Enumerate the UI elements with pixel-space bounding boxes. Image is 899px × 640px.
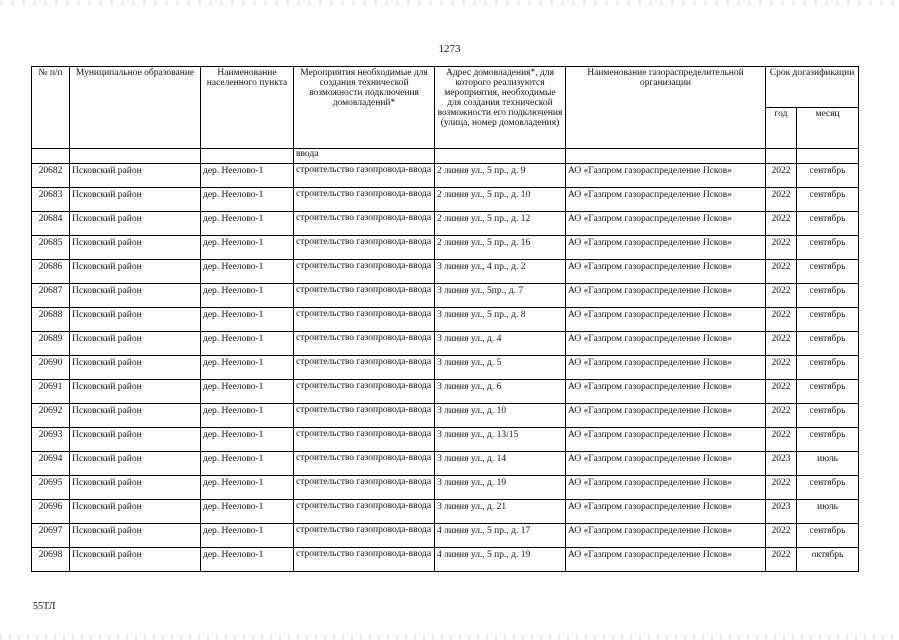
cell-organization: АО «Газпром газораспределение Псков» <box>566 308 766 332</box>
cell-organization: АО «Газпром газораспределение Псков» <box>566 260 766 284</box>
cell-address: 3 линия ул., 4 пр., д. 2 <box>435 260 566 284</box>
cell-settlement: дер. Неелово-1 <box>201 452 294 476</box>
cell-year: 2022 <box>766 332 797 356</box>
header-organization: Наименование газораспределительной организации <box>566 67 766 149</box>
cell-address: 3 линия ул., д. 5 <box>435 356 566 380</box>
cell-num: 20697 <box>32 524 70 548</box>
cell-measure: строительство газопровода-ввода <box>294 236 435 260</box>
cell-measure: строительство газопровода-ввода <box>294 332 435 356</box>
cell-num: 20684 <box>32 212 70 236</box>
header-month: месяц <box>797 108 859 149</box>
cell-organization: АО «Газпром газораспределение Псков» <box>566 188 766 212</box>
table-row <box>32 548 859 572</box>
cell-month: сентябрь <box>797 332 859 356</box>
table-row <box>32 452 859 476</box>
gasification-table <box>31 66 859 572</box>
cell-municipality: Псковский район <box>70 164 201 188</box>
cell-organization: АО «Газпром газораспределение Псков» <box>566 284 766 308</box>
cell-address: 2 линия ул., 5 пр., д. 9 <box>435 164 566 188</box>
cell-month: сентябрь <box>797 284 859 308</box>
cell-organization: АО «Газпром газораспределение Псков» <box>566 476 766 500</box>
cell-address: 3 линия ул., д. 14 <box>435 452 566 476</box>
cell-address: 3 линия ул., д. 21 <box>435 500 566 524</box>
cell-municipality: Псковский район <box>70 188 201 212</box>
cell-year: 2022 <box>766 380 797 404</box>
continuation-row <box>32 149 859 164</box>
table-row <box>32 524 859 548</box>
cell-address: 3 линия ул., д. 6 <box>435 380 566 404</box>
scan-artifact-top <box>0 0 899 6</box>
cell-organization: АО «Газпром газораспределение Псков» <box>566 356 766 380</box>
cell-organization: АО «Газпром газораспределение Псков» <box>566 380 766 404</box>
cell-year: 2023 <box>766 452 797 476</box>
cell-num: 20686 <box>32 260 70 284</box>
cell-settlement: дер. Неелово-1 <box>201 404 294 428</box>
cell-num: 20693 <box>32 428 70 452</box>
cell-organization: АО «Газпром газораспределение Псков» <box>566 212 766 236</box>
cell-month: сентябрь <box>797 524 859 548</box>
table-row <box>32 236 859 260</box>
cell-municipality: Псковский район <box>70 404 201 428</box>
cell-measure: строительство газопровода-ввода <box>294 380 435 404</box>
cell-year: 2022 <box>766 284 797 308</box>
cell-organization: АО «Газпром газораспределение Псков» <box>566 524 766 548</box>
cell-num: 20683 <box>32 188 70 212</box>
cell-month: сентябрь <box>797 380 859 404</box>
cell-address: 3 линия ул., д. 13/15 <box>435 428 566 452</box>
cell-address: 3 линия ул., д. 4 <box>435 332 566 356</box>
cell-measure: строительство газопровода-ввода <box>294 404 435 428</box>
cell-settlement: дер. Неелово-1 <box>201 332 294 356</box>
cell-settlement: дер. Неелово-1 <box>201 356 294 380</box>
footer-code: 55ТЛ <box>33 601 56 612</box>
cell-settlement: дер. Неелово-1 <box>201 308 294 332</box>
cell-num: 20694 <box>32 452 70 476</box>
table-row <box>32 164 859 188</box>
cell-year: 2022 <box>766 164 797 188</box>
cell-month: сентябрь <box>797 308 859 332</box>
header-num: № п/п <box>32 67 70 149</box>
header-address: Адрес домовладения*, для которого реализуются мероприятия, необходимые для создания технической возможности его подключения (улица, номер домовладения) <box>435 67 566 149</box>
cell-municipality: Псковский район <box>70 308 201 332</box>
header-settlement: Наименование населенного пункта <box>201 67 294 149</box>
cell-year: 2022 <box>766 212 797 236</box>
cell-month: октябрь <box>797 548 859 572</box>
cell-settlement: дер. Неелово-1 <box>201 236 294 260</box>
cell-settlement: дер. Неелово-1 <box>201 188 294 212</box>
table-row <box>32 260 859 284</box>
cell-num: 20688 <box>32 308 70 332</box>
cell-address: 3 линия ул., д. 19 <box>435 476 566 500</box>
cell-measure: строительство газопровода-ввода <box>294 548 435 572</box>
cell-settlement: дер. Неелово-1 <box>201 524 294 548</box>
cell-measure: строительство газопровода-ввода <box>294 476 435 500</box>
cell-measure: строительство газопровода-ввода <box>294 212 435 236</box>
cell-measure: строительство газопровода-ввода <box>294 260 435 284</box>
cell-num: 20690 <box>32 356 70 380</box>
cell-num: 20696 <box>32 500 70 524</box>
cell-municipality: Псковский район <box>70 380 201 404</box>
cell-municipality: Псковский район <box>70 452 201 476</box>
page-number: 1273 <box>438 43 461 55</box>
cell-year: 2022 <box>766 188 797 212</box>
cell-month: июль <box>797 500 859 524</box>
continuation-text: ввода <box>294 149 435 164</box>
cell-num: 20692 <box>32 404 70 428</box>
cell-measure: строительство газопровода-ввода <box>294 308 435 332</box>
table-row <box>32 188 859 212</box>
cell-address: 4 линия ул., 5 пр., д. 17 <box>435 524 566 548</box>
cell-month: сентябрь <box>797 404 859 428</box>
table-row <box>32 332 859 356</box>
cell-municipality: Псковский район <box>70 332 201 356</box>
cell-municipality: Псковский район <box>70 548 201 572</box>
cell-address: 3 линия ул., 5пр., д. 7 <box>435 284 566 308</box>
cell-settlement: дер. Неелово-1 <box>201 380 294 404</box>
cell-municipality: Псковский район <box>70 236 201 260</box>
cell-measure: строительство газопровода-ввода <box>294 356 435 380</box>
cell-month: июль <box>797 452 859 476</box>
cell-num: 20689 <box>32 332 70 356</box>
cell-address: 2 линия ул., 5 пр., д. 12 <box>435 212 566 236</box>
cell-municipality: Псковский район <box>70 260 201 284</box>
cell-municipality: Псковский район <box>70 428 201 452</box>
table-row <box>32 428 859 452</box>
cell-measure: строительство газопровода-ввода <box>294 452 435 476</box>
table-row <box>32 356 859 380</box>
cell-num: 20685 <box>32 236 70 260</box>
cell-year: 2022 <box>766 548 797 572</box>
cell-month: сентябрь <box>797 260 859 284</box>
table-row <box>32 284 859 308</box>
cell-organization: АО «Газпром газораспределение Псков» <box>566 236 766 260</box>
cell-num: 20695 <box>32 476 70 500</box>
cell-settlement: дер. Неелово-1 <box>201 548 294 572</box>
cell-measure: строительство газопровода-ввода <box>294 500 435 524</box>
cell-organization: АО «Газпром газораспределение Псков» <box>566 500 766 524</box>
cell-num: 20682 <box>32 164 70 188</box>
cell-year: 2022 <box>766 476 797 500</box>
cell-organization: АО «Газпром газораспределение Псков» <box>566 548 766 572</box>
table-row <box>32 380 859 404</box>
table-row <box>32 476 859 500</box>
cell-year: 2022 <box>766 428 797 452</box>
cell-settlement: дер. Неелово-1 <box>201 428 294 452</box>
cell-address: 4 линия ул., 5 пр., д. 19 <box>435 548 566 572</box>
cell-measure: строительство газопровода-ввода <box>294 428 435 452</box>
cell-address: 3 линия ул., 5 пр., д. 8 <box>435 308 566 332</box>
cell-year: 2023 <box>766 500 797 524</box>
cell-measure: строительство газопровода-ввода <box>294 164 435 188</box>
cell-municipality: Псковский район <box>70 212 201 236</box>
cell-address: 3 линия ул., д. 10 <box>435 404 566 428</box>
cell-organization: АО «Газпром газораспределение Псков» <box>566 332 766 356</box>
scan-artifact-bottom <box>0 634 899 640</box>
cell-organization: АО «Газпром газораспределение Псков» <box>566 428 766 452</box>
cell-municipality: Псковский район <box>70 284 201 308</box>
cell-address: 2 линия ул., 5 пр., д. 10 <box>435 188 566 212</box>
cell-num: 20691 <box>32 380 70 404</box>
cell-municipality: Псковский район <box>70 356 201 380</box>
cell-measure: строительство газопровода-ввода <box>294 188 435 212</box>
cell-year: 2022 <box>766 308 797 332</box>
header-municipality: Муниципальное образование <box>70 67 201 149</box>
cell-year: 2022 <box>766 404 797 428</box>
header-measures: Мероприятия необходимые для создания технической возможности подключения домовладений* <box>294 67 435 149</box>
table-row <box>32 500 859 524</box>
table-row <box>32 212 859 236</box>
cell-measure: строительство газопровода-ввода <box>294 524 435 548</box>
cell-municipality: Псковский район <box>70 500 201 524</box>
cell-settlement: дер. Неелово-1 <box>201 284 294 308</box>
cell-month: сентябрь <box>797 164 859 188</box>
cell-address: 2 линия ул., 5 пр., д. 16 <box>435 236 566 260</box>
cell-municipality: Псковский район <box>70 476 201 500</box>
cell-organization: АО «Газпром газораспределение Псков» <box>566 164 766 188</box>
table-row <box>32 308 859 332</box>
cell-month: сентябрь <box>797 212 859 236</box>
cell-num: 20687 <box>32 284 70 308</box>
cell-year: 2022 <box>766 260 797 284</box>
cell-month: сентябрь <box>797 356 859 380</box>
cell-month: сентябрь <box>797 476 859 500</box>
cell-organization: АО «Газпром газораспределение Псков» <box>566 452 766 476</box>
cell-num: 20698 <box>32 548 70 572</box>
table-row <box>32 404 859 428</box>
cell-settlement: дер. Неелово-1 <box>201 164 294 188</box>
cell-month: сентябрь <box>797 188 859 212</box>
cell-settlement: дер. Неелово-1 <box>201 260 294 284</box>
cell-year: 2022 <box>766 356 797 380</box>
header-deadline: Срок догазификации <box>766 67 859 108</box>
cell-settlement: дер. Неелово-1 <box>201 212 294 236</box>
cell-month: сентябрь <box>797 428 859 452</box>
cell-municipality: Псковский район <box>70 524 201 548</box>
cell-measure: строительство газопровода-ввода <box>294 284 435 308</box>
cell-settlement: дер. Неелово-1 <box>201 500 294 524</box>
cell-year: 2022 <box>766 236 797 260</box>
cell-month: сентябрь <box>797 236 859 260</box>
cell-year: 2022 <box>766 524 797 548</box>
header-year: год <box>766 108 797 149</box>
cell-organization: АО «Газпром газораспределение Псков» <box>566 404 766 428</box>
cell-settlement: дер. Неелово-1 <box>201 476 294 500</box>
